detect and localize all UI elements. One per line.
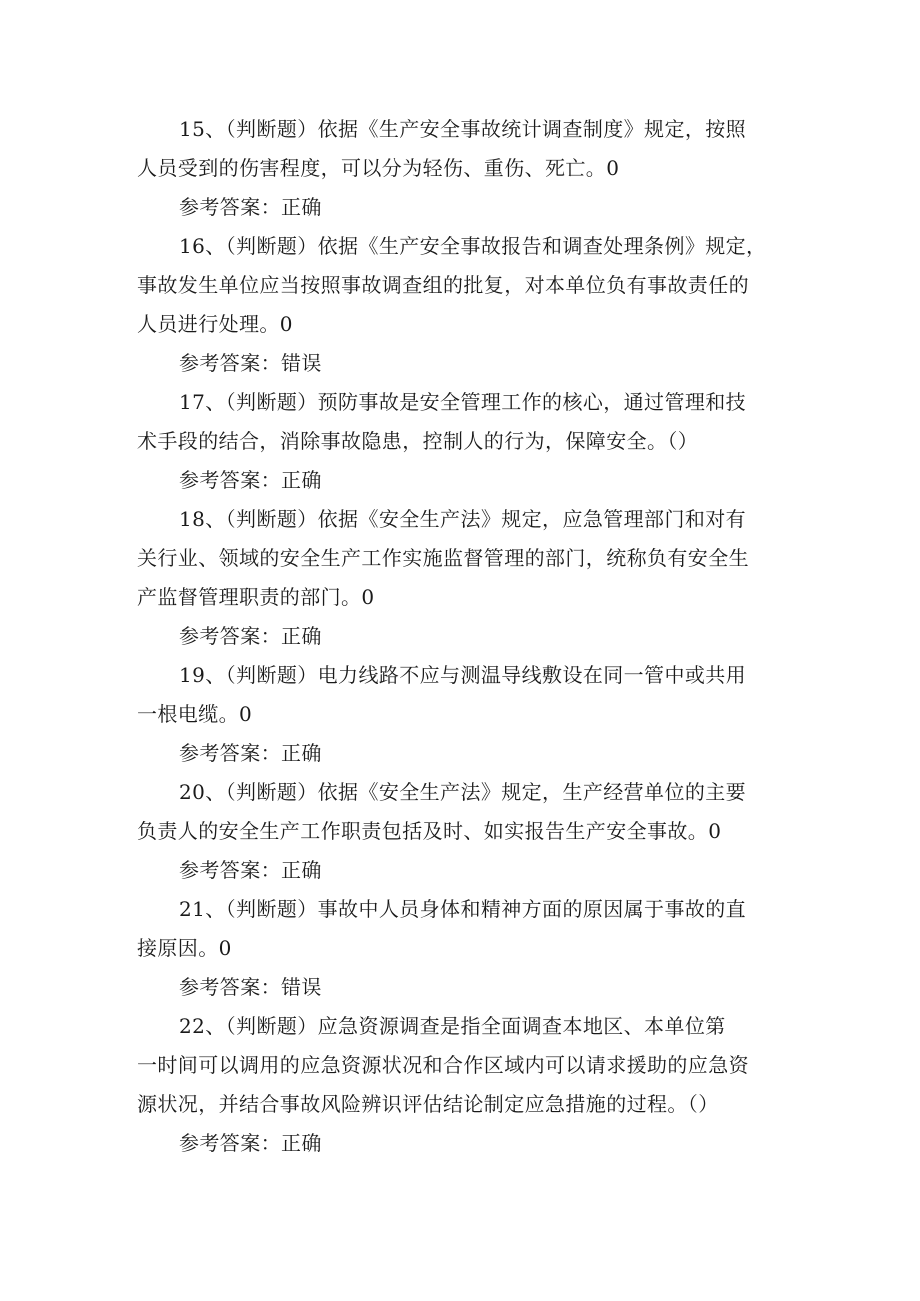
- answer-line: 参考答案：正确: [179, 741, 322, 765]
- question-text-line: 源状况，并结合事故风险辨识评估结论制定应急措施的过程。（）: [137, 1092, 719, 1116]
- answer-line: 参考答案：正确: [179, 1131, 322, 1155]
- question-text-line: 18、（判断题）依据《安全生产法》规定，应急管理部门和对有: [179, 507, 747, 531]
- question-15: [137, 110, 792, 227]
- question-text-line: 16、（判断题）依据《生产安全事故报告和调查处理条例》规定，: [179, 234, 767, 258]
- question-text-line: 关行业、领域的安全生产工作实施监督管理的部门，统称负有安全生: [137, 546, 749, 570]
- answer-line: 参考答案：错误: [179, 351, 322, 375]
- question-20: [137, 773, 792, 890]
- question-text-line: 一时间可以调用的应急资源状况和合作区域内可以请求援助的应急资: [137, 1053, 749, 1077]
- answer-line: 参考答案：正确: [179, 468, 322, 492]
- question-text-line: 19、（判断题）电力线路不应与测温导线敷设在同一管中或共用: [179, 663, 747, 687]
- question-21: [137, 890, 792, 1007]
- question-text-line: 负责人的安全生产工作职责包括及时、如实报告生产安全事故。0: [137, 819, 722, 843]
- question-text-line: 人员进行处理。0: [137, 312, 293, 336]
- answer-line: 参考答案：正确: [179, 624, 322, 648]
- question-text-line: 事故发生单位应当按照事故调查组的批复，对本单位负有事故责任的: [137, 273, 749, 297]
- answer-line: 参考答案：正确: [179, 195, 322, 219]
- question-17: [137, 383, 792, 500]
- answer-line: 参考答案：正确: [179, 858, 322, 882]
- answer-line: 参考答案：错误: [179, 975, 322, 999]
- question-list: [137, 110, 792, 1163]
- question-text-line: 20、（判断题）依据《安全生产法》规定，生产经营单位的主要: [179, 780, 747, 804]
- question-text-line: 产监督管理职责的部门。0: [137, 585, 375, 609]
- question-22: [137, 1007, 792, 1163]
- question-text-line: 一根电缆。0: [137, 702, 253, 726]
- question-text-line: 22、（判断题）应急资源调查是指全面调查本地区、本单位第: [179, 1014, 726, 1038]
- question-text-line: 15、（判断题）依据《生产安全事故统计调查制度》规定，按照: [179, 117, 747, 141]
- question-text-line: 21、（判断题）事故中人员身体和精神方面的原因属于事故的直: [179, 897, 747, 921]
- question-18: [137, 500, 792, 656]
- question-text-line: 术手段的结合，消除事故隐患，控制人的行为，保障安全。（）: [137, 429, 699, 453]
- question-16: [137, 227, 792, 383]
- question-text-line: 接原因。0: [137, 936, 232, 960]
- question-19: [137, 656, 792, 773]
- question-text-line: 17、（判断题）预防事故是安全管理工作的核心，通过管理和技: [179, 390, 747, 414]
- question-text-line: 人员受到的伤害程度，可以分为轻伤、重伤、死亡。0: [137, 156, 620, 180]
